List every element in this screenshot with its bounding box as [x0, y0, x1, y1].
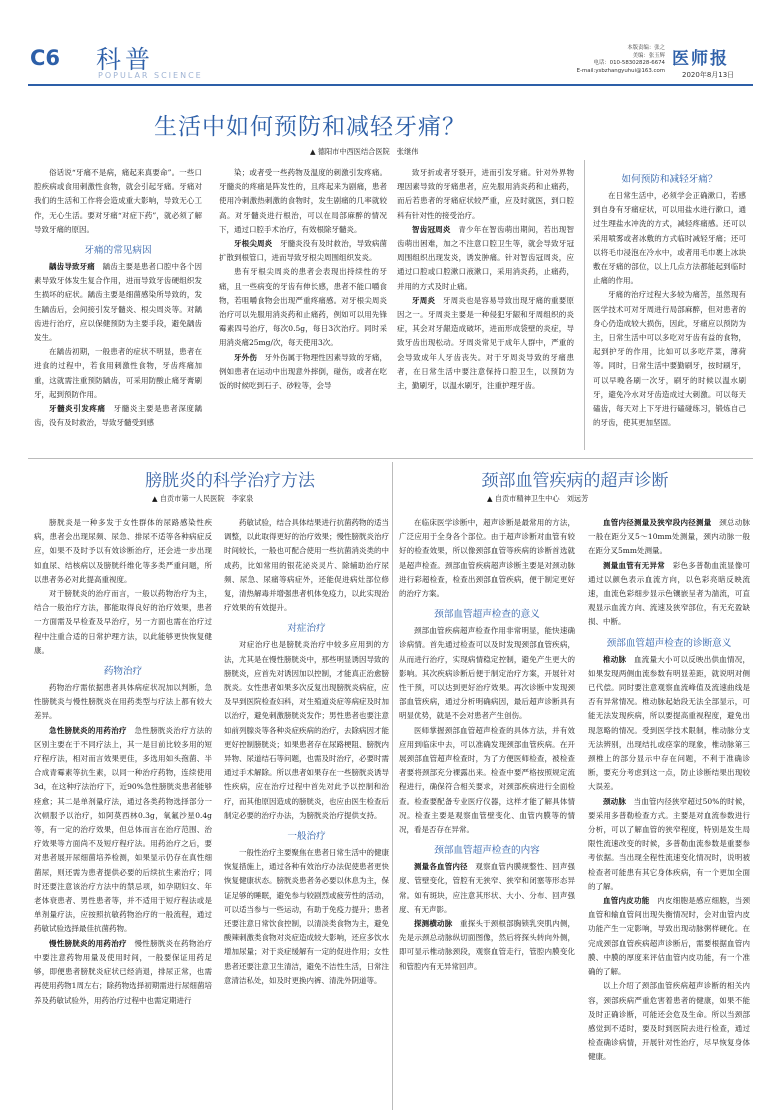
body-paragraph: 颈动脉 当血管内径狭窄超过50%的时候，要采用多普勒检查方式。主要是对血流参数进行分析，可以了解血管的狭窄程度，特别是发生局限性流速改变的时候，多普勒血流参数是重要参考依据。当出现全程性流速变化情况时，说明被检查者可能患有其它身体疾病，有一个更加全面的了解。: [588, 796, 750, 891]
body-paragraph: 急性膀胱炎的用药治疗 急性膀胱炎治疗方法的区别主要在于不同疗法上，其一是目前比较多用的短疗程疗法，相对而言效果更佳，多选用如头孢菌、半合成青霉素等抗生素，以同一种治疗药物，连续使用3d，在这种疗法治疗下，近90%急性膀胱炎患者能够痊愈；其二是单剂量疗法，通过各类药物选择部分一次顿服予以治疗，如阿莫西林0.3g，氧氟沙星0.4g等，有一定的治疗效果，但总体而言在治疗范围、治疗效果等方面尚不及短疗程疗法。用药治疗之后，要对患者展开尿细菌培养检测，如果显示仍存在真性细菌尿，则还需为患者提供必要的后续抗生素治疗；同时还要注意该治疗方法中的禁忌项，如孕期妇女、年老体衰患者、男性患者等，并不适用于短疗程法或是单剂量疗法，应按照抗敏药物治疗的一般流程，通过药敏试验选择最佳抗菌药物。: [34, 725, 212, 934]
body-paragraph: 医师掌握颈部血管超声检查的具体方法，并有效应用到临床中去，可以准确发现颈部血管疾病。在开展颈部血管超声检查时，为了方便医师检查，被检查者要将颈部充分裸露出来。检查中要严格按照规定流程进行，确保符合相关要求，对颈部疾病进行全面检查。检查要配备专业医疗仪器，这样才能了解具体情况。检查主要是观察血管壁变化、血管内膜等的情况，看是否存在异常。: [399, 725, 575, 835]
section-subheading: 颈部血管超声检查的诊断意义: [606, 637, 732, 649]
article-byline-carotid: ▲ 自贡市精神卫生中心 刘远芳: [487, 494, 589, 503]
body-paragraph: 以上介绍了颈部血管疾病超声诊断的相关内容，颈部疾病严重危害着患者的健康，如果不能及时正确诊断，可能还会危及生命。所以当颈部感觉到不适时，要及时到医院去进行检查，通过检查确诊病情，开展针对性治疗，尽早恢复身体健康。: [588, 981, 750, 1062]
paragraph-lead: 血管内皮功能: [603, 896, 650, 906]
article-title-cystitis: 膀胱炎的科学治疗方法: [145, 471, 315, 491]
section-subheading: 药物治疗: [103, 666, 143, 678]
body-paragraph: 牙痛的治疗过程大多较为痛苦，虽然现有医学技术可对牙周进行局部麻醉，但对患者的身心仍造成较大损伤，因此，牙痛应以预防为主，日常生活中可以多吃对牙齿有益的食物，起到护牙的作用，比如可以多吃芹菜，薄荷等。同时，日常生活中要勤刷牙，按时刷牙，可以早晚各刷一次牙，刷牙的时候以温水刷牙，避免冷水对牙齿造成过大刺激。可以每天磕齿，每天对上下牙进行磕碰练习，锻炼自己的牙齿，使其更加坚固。: [593, 290, 746, 428]
body-paragraph: 牙髓炎引发疼痛 牙髓炎主要是患者深度龋齿，没有及时救治，导致牙髓受到感: [34, 404, 203, 428]
body-paragraph: 膀胱炎是一种多发于女性群体的尿路感染性疾病，患者会出现尿频、尿急、排尿不适等各种病症反应，如果不及时予以有效诊断治疗，还会进一步出现如血尿、结核病以及膀胱纤维化等多类严重问题，所以患者务必对此提高重视度。: [34, 518, 212, 584]
paragraph-lead: 牙外伤: [234, 352, 257, 362]
section-subheading: 如何预防和减轻牙痛？: [621, 174, 718, 185]
body-paragraph: 血管内皮功能 内皮细胞是感应细胞，当颈血管和输血管间出现失衡情况时，会对血管内皮功能产生一定影响，导致出现动脉粥样硬化。在完成颈部血管疾病超声诊断后，需要根据血管内膜、中膜的厚度来评估血管内皮功能，有一个准确的了解。: [588, 896, 750, 977]
newspaper-logo: 医师报: [672, 49, 729, 69]
section-subheading: 颈部血管超声检查的意义: [434, 609, 540, 621]
paragraph-lead: 慢性膀胱炎的用药治疗: [49, 938, 127, 948]
body-paragraph: 患有牙根尖周炎的患者会表现出持续性的牙痛，且一些病变的牙齿有伸长感，患者不能口嚼食物，若咀嚼食物会出现严重疼痛感。对牙根尖周炎治疗可以先服用消炎药和止痛药，例如可以用先锋霉素四号治疗，每次0.5g，每日3次治疗。同时采用消炎痛25mg/次，每天使用3次。: [219, 267, 387, 348]
body-paragraph: 龋齿导致牙痛 龋齿主要是患者口腔中各个因素导致牙体发生复合作用，进而导致牙齿硬组织发生损坏的症状。龋齿主要是细菌感染所导致的，发生龋齿后，会间接引发牙髓炎、根尖周炎等。对龋齿进行治疗，应以保健预防为主要手段，避免龋齿发生。: [34, 262, 203, 343]
article-title-toothache: 生活中如何预防和减轻牙痛？: [154, 114, 466, 140]
section-subheading: 一般治疗: [287, 831, 326, 843]
paragraph-lead: 急性膀胱炎的用药治疗: [49, 725, 127, 735]
masthead-rule: [28, 84, 753, 86]
masthead: [0, 0, 780, 84]
body-paragraph: 药物治疗需依据患者具体病症状况加以判断，急性膀胱炎与慢性膀胱炎在用药类型与疗法上都有较大差异。: [34, 683, 212, 721]
editor-line: 本版责编：张之: [627, 45, 665, 51]
body-paragraph: 对症治疗也是膀胱炎治疗中较多应用到的方法，尤其是在慢性膀胱炎中，那些明显诱因导致的膀胱炎，应首先对诱因加以控制，才能真正治愈膀胱炎。女性患者如果多次反复出现膀胱炎病症，应及早到医院检查妇科，对生殖道炎症等病症及时加以治疗，避免刺激膀胱炎发作；男性患者也要注意如前列腺炎等各种炎症疾病的治疗，去除病因才能更好控制膀胱炎；如果患者存在尿路梗阻、膀胱内异物、尿道结石等问题，也需及时治疗，必要时需通过手术解除。所以患者如果存在一些膀胱炎诱导性疾病，应在治疗过程中首先对此予以控制和治疗，而其他原因造成的膀胱炎，也应由医生检查后制定必要的治疗办法，为膀胱炎治疗提供支持。: [224, 640, 389, 820]
section-subheading: 颈部血管超声检查的内容: [434, 845, 540, 857]
section-subheading: 对症治疗: [287, 623, 326, 635]
article-title-carotid: 颈部血管疾病的超声诊断: [481, 471, 669, 491]
body-paragraph: 颈部血管疾病超声检查作用非常明显，能快速确诊病情。首先通过检查可以及时发现颈部血管疾病，从而进行治疗，实现病情稳定控制，避免产生更大的影响。其次疾病诊断后便于制定治疗方案，开展针对性干预，可以达到更好治疗效果。再次诊断中发现颈部血管疾病，通过分析明确病因，最后超声诊断具有明显优势，就是不会对患者产生创伤。: [399, 626, 575, 721]
designer-line: 美编：张玉辉: [632, 52, 665, 59]
body-paragraph: 在临床医学诊断中，超声诊断是最常用的方法，广泛应用于全身各个部位。由于超声诊断对血管有较好的检查效果，所以像颈部血管等疾病的诊断首选就是超声检查。颈部血管疾病超声诊断主要是对颈动脉进行彩超检查，检查出颈部血管疾病，便于制定更好的治疗方案。: [399, 518, 575, 599]
paragraph-lead: 颈动脉: [603, 796, 626, 806]
body-paragraph: 探测横动脉 重探头于颈根部胸锁乳突肌内侧，先是示颈总动脉纵切面图像，然后将探头转向外侧，即可显示椎动脉颈段，观察血管走行，管腔内膜变化和管腔内有无异常回声。: [399, 919, 575, 971]
article1-column-1: [34, 166, 202, 430]
section-subheading: 牙痛的常见病因: [84, 245, 152, 257]
article-byline-cystitis: ▲ 自贡市第一人民医院 李家泉: [152, 494, 254, 503]
article-byline-toothache: ▲ 德阳市中西医结合医院 张继伟: [310, 147, 419, 156]
body-paragraph: 致牙折或者牙裂开，进而引发牙痛。针对外界物理因素导致的牙痛患者，应先服用消炎药和止痛药，而后若患者的牙痛症状较严重，应及时就医，到口腔科有针对性的接受治疗。: [397, 168, 574, 220]
email-line: E-mail:ysbzhangyuhui@163.com: [576, 67, 665, 74]
body-paragraph: 牙周炎 牙周炎也是容易导致出现牙痛的重要原因之一。牙周炎主要是一种侵犯牙龈和牙周组织的炎症，其会对牙龈造成破坏，进而形成袋壁的炎症，导致牙齿出现松动。牙周炎常见于成年人群中，严重的会导致成年人牙齿丧失。对于牙周炎导致的牙痛患者，在日常生活中要注意保持口腔卫生，以预防为主，勤刷牙，以温水刷牙，注重护理牙齿。: [397, 295, 575, 391]
article3-column-1: [399, 516, 575, 974]
body-paragraph: 染；或者受一些药物及温度的刺激引发疼痛。牙髓炎的疼痛是阵发性的，且疼起来为剧痛，患者使用冷刺激热刺激的食物时，发生剧痛的几率就较高。对牙髓炎进行根治，可以在局部麻醉的情况下，通过口腔手术治疗，有效根除牙髓炎。: [219, 168, 387, 234]
article1-column-2: [219, 166, 387, 393]
body-paragraph: 牙根尖周炎 牙髓炎没有及时救治，导致病菌扩散到根管口，进而导致牙根尖周围组织发炎。: [219, 239, 388, 263]
section-title: 科普: [96, 45, 155, 74]
paragraph-lead: 龋齿导致牙痛: [49, 262, 95, 272]
article1-sidebar: [593, 166, 746, 430]
phone-line: 电话：010-58302828-6674: [593, 60, 665, 66]
editor-info: [520, 45, 665, 75]
body-paragraph: 智齿冠周炎 青少年在智齿萌出期间，若出现智齿萌出困难，加之不注意口腔卫生等，就会导致牙冠周围组织出现发炎，诱发肿痛。针对智齿冠周炎，应通过口腔或口腔漱口液漱口，采用消炎药，止痛药，并用的方式及时止痛。: [397, 224, 574, 291]
issue-date: 2020年8月13日: [682, 71, 735, 79]
article1-column-3: [397, 166, 574, 393]
section-divider: [28, 458, 753, 459]
body-paragraph: 测量各血管内径 观察血管内膜规整性、回声强度、管壁变化，管腔有无狭窄、狭窄和闭塞等形态异常。如有斑块，应注意其形状、大小、分布、回声强度、有无声影。: [399, 862, 576, 914]
paragraph-lead: 牙髓炎引发疼痛: [49, 404, 106, 414]
paragraph-lead: 智齿冠周炎: [412, 224, 451, 234]
body-paragraph: 药敏试验，结合具体结果进行抗菌药物的适当调整，以此取得更好的治疗效果；慢性膀胱炎治疗时间较长，一般也可配合使用一些抗菌消炎类的中成药，比如常用的银花泌炎灵片、除辅助治疗尿频、尿急、尿痛等病症外，还能促进病灶部位修复，清热解毒并增强患者机体免疫力，以此实现治疗效果的有效提升。: [224, 518, 389, 613]
paragraph-lead: 牙根尖周炎: [234, 239, 273, 249]
body-paragraph: 血管内径测量及狭窄段内径测量 颈总动脉一般在距分叉5～10mm处测量，颈内动脉一般在距分叉5mm处测量。: [588, 518, 750, 556]
paragraph-lead: 椎动脉: [603, 654, 627, 664]
article2-column-2: [224, 516, 389, 988]
body-paragraph: 一般性治疗主要聚焦在患者日常生活中的健康恢复措施上，通过各种有效治疗办法促使患者更快恢复健康状态。膀胱炎患者务必要以休息为主，保证足够的睡眠，避免参与较剧烈或疲劳性的活动，可以适当参与一些运动，有助于免疫力提升；患者还要注意日常饮食控制，以清淡类食物为主，避免酸辣刺激类食物对炎症造成较大影响，还应多饮水增加尿量；对于炎症缓解有一定的促进作用；女性患者还要注意卫生清洁，避免不洁性生活，日常注意清洁私处，如及时更换内裤、清洗外阴道等。: [224, 848, 389, 985]
paragraph-lead: 测量各血管内径: [414, 862, 468, 872]
section-subtitle: POPULAR SCIENCE: [98, 71, 203, 80]
article3-column-2: [588, 516, 750, 1065]
article2-column-1: [34, 516, 212, 1008]
body-paragraph: 在龋齿初期，一般患者的症状不明显，患者在进食的过程中，若食用刺激性食物，牙齿疼痛加重，这就需注重预防龋齿，可采用防酸止痛牙膏刷牙，起到预防作用。: [34, 347, 202, 399]
paragraph-lead: 探测横动脉: [414, 919, 453, 929]
body-paragraph: 椎动脉 血流量大小可以反映出供血情况，如果发现两侧血流参数有明显差距，就说明对侧已代偿。同时要注意观察血流峰值及流速曲线是否有异常情况。椎动脉起始段无法全部显示，可能无法发现疾病，所以要提高重视程度，避免出现忽略的情况。受到医学技术限制，椎动脉分支无法辨别，出现结扎或痉挛的现象，椎动脉第三颈椎上的部分显示中存在问题，不利于准确诊断，要充分考虑到这一点，防止诊断结果出现较大误差。: [588, 654, 750, 792]
body-paragraph: 俗话说“牙痛不是病，痛起来真要命”。一些口腔疾病或食用刺激性食物，就会引起牙痛。牙痛对我们的生活和工作将会造成重大影响，导致无心工作，无心生活。要对牙痛“对症下药”，就必须了解导致牙痛的原因。: [34, 168, 202, 234]
body-paragraph: 测量血管有无异常 彩色多普勒血流显像可通过以颜色表示血流方向，以色彩亮暗反映流速，血流色彩细步显示色镶嵌呈者为湍流，可直观显示血流方向、流速及狭窄部位，有无充盈缺损、中断。: [588, 560, 750, 627]
paragraph-lead: 血管内径测量及狭窄段内径测量: [603, 518, 712, 527]
body-paragraph: 慢性膀胱炎的用药治疗 慢性膀胱炎在药物治疗中要注意药物用量及使用时间，一般要保证用药足够，即便患者膀胱炎症状已经消退，排尿正常，也需再使用药物1周左右；除药物选择初期需进行尿细菌培养及药敏试验外，用药治疗过程中也需定期进行: [34, 938, 212, 1005]
article-divider: [392, 462, 393, 1110]
page-number: C6: [30, 46, 61, 70]
paragraph-lead: 测量血管有无异常: [603, 560, 665, 570]
body-paragraph: 在日常生活中，必须学会正确漱口，若感到自身有牙痛症状，可以用盐水进行漱口，通过生理盐水冲洗的方式，减轻疼痛感。还可以采用喷雾或者冰敷的方式临时减轻牙痛；还可以将毛巾浸泡在冷水中，或者用毛巾裹上冰块敷在牙痛的部位，以上几点方法都能起到临时止痛的作用。: [593, 191, 746, 286]
body-paragraph: 对于膀胱炎的治疗而言，一般以药物治疗为主，结合一般治疗方法，都能取得良好的治疗效果，患者一方面需及早检查及早治疗，另一方面也需在治疗过程中注重合适的日常护理方法，以此能够更快恢复健康。: [34, 589, 212, 655]
body-paragraph: 牙外伤 牙外伤属于物理性因素导致的牙痛，例如患者在运动中出现意外摔倒，碰伤，或者在吃饭的时候吃到石子、砂粒等，会导: [219, 352, 388, 391]
paragraph-lead: 牙周炎: [412, 295, 436, 305]
column-divider: [584, 160, 585, 450]
